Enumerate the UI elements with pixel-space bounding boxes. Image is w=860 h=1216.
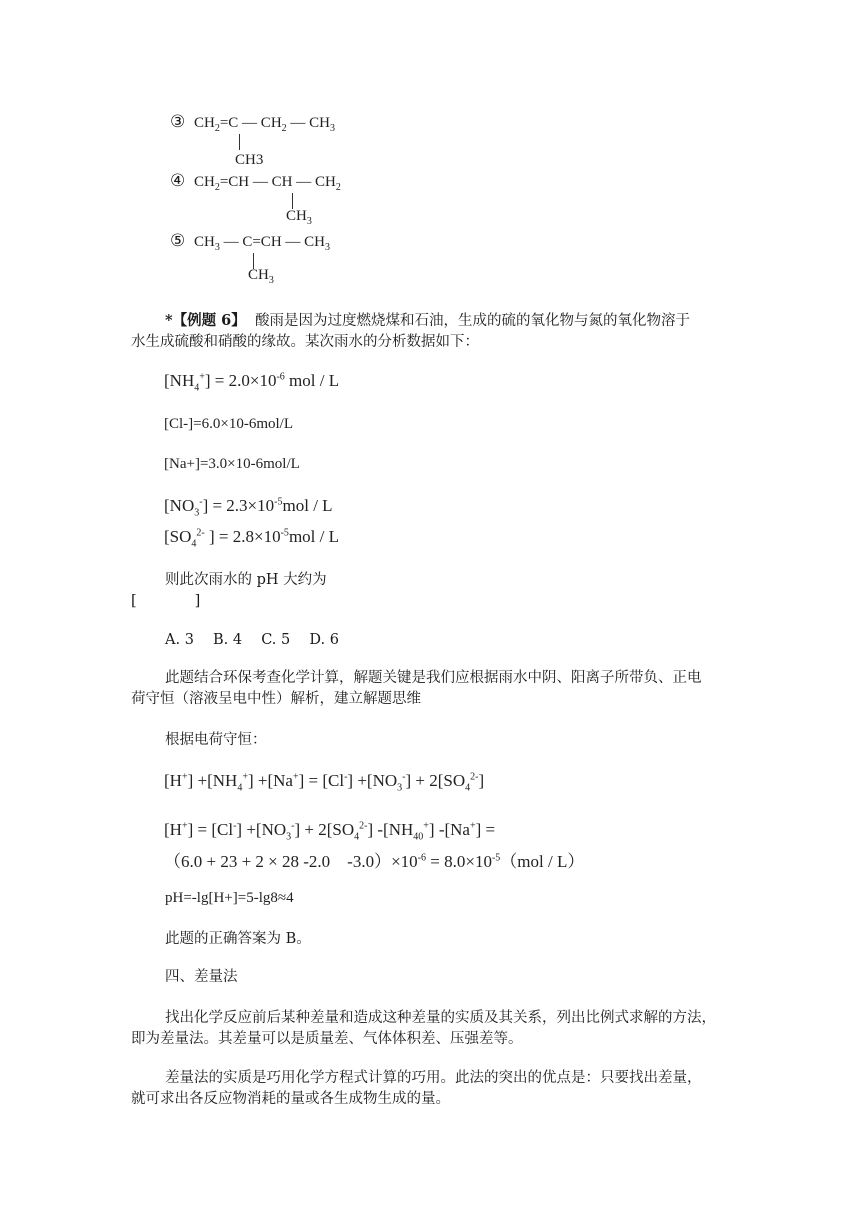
equation-1: $[H^+] +[NH_4^+] +[Na^+] = [Cl^-] +[NO_3^-] + 2[SO_4^{2-}]$: [164, 771, 485, 794]
section-heading: 四、差量法: [165, 969, 238, 985]
example-text-line2: 水生成硫酸和硝酸的缘故。某次雨水的分析数据如下：: [131, 334, 479, 350]
equation-3: （6.0 + 23 + 2 × 28 -2.0 $-3.0)\times 10^{-6} = 8.0\times 10^{-5}(mol / L)$: [164, 852, 585, 871]
ph-result: pH=-lg[H+]=5-lg8≈4: [165, 890, 294, 906]
section-p2-line1: 差量法的实质是巧用化学方程式计算的巧用。此法的突出的优点是：只要找出差量，: [165, 1070, 702, 1086]
data-na: [Na+]=3.0×10-6mol/L: [164, 456, 300, 472]
circled-number-5: ⑤: [170, 231, 186, 251]
data-no3: $[NO_3^-] = 2.3\times 10^{-5}mol / L$: [164, 496, 333, 519]
example-label: *【例题 6】: [165, 312, 246, 329]
correct-answer: 此题的正确答案为 B。: [165, 931, 311, 947]
example-text-line1: 酸雨是因为过度燃烧煤和石油，生成的硫的氧化物与氮的氧化物溶于: [255, 313, 690, 329]
circled-number-3: ③: [170, 112, 186, 132]
analysis-line1: 此题结合环保考查化学计算，解题关键是我们应根据雨水中阴、阳离子所带负、正电: [165, 670, 702, 686]
bond-line: [292, 193, 293, 209]
structure-3-main: $CH_2=C$ — $CH_2$ — $CH_3$: [194, 115, 335, 134]
bond-line: [239, 134, 240, 150]
data-nh4: $[NH_4^+] = 2.0\times 10^{-6}$ mol / L: [164, 371, 340, 394]
structure-4-branch: $CH_3$: [286, 208, 312, 227]
data-so4: [$SO_4^{2-}$ ] = $2.8\times 10^{-5}mol / L$: [164, 527, 339, 550]
equation-2: $[H^+] = [Cl^-] +[NO_3^-] + 2[SO_4^{2-}]$ $-[NH_{40}^+] -[Na^+]$ =: [164, 820, 496, 843]
data-cl: [Cl-]=6.0×10-6mol/L: [164, 416, 293, 432]
section-p1-line2: 即为差量法。其差量可以是质量差、气体体积差、压强差等。: [131, 1031, 523, 1047]
structure-5-main: $CH_3$ — C=CH — $CH_3$: [194, 234, 330, 253]
structure-3-branch: CH3: [235, 152, 264, 168]
analysis-line2: 荷守恒（溶液呈电中性）解析，建立解题思维: [131, 691, 421, 707]
circled-number-4: ④: [170, 171, 186, 191]
answer-bracket: [ ]: [131, 593, 201, 609]
question-text: 则此次雨水的 pH 大约为: [165, 572, 327, 588]
section-p2-line2: 就可求出各反应物消耗的量或各生成物生成的量。: [131, 1091, 450, 1107]
charge-conservation-label: 根据电荷守恒：: [165, 732, 267, 748]
structure-5-branch: $CH_3$: [248, 267, 274, 286]
section-p1-line1: 找出化学反应前后某种差量和造成这种差量的实质及其关系，列出比例式求解的方法，: [165, 1010, 716, 1026]
structure-4-main: $CH_2=CH$ — CH — $CH_2$: [194, 174, 341, 193]
answer-options: A. 3 B. 4 C. 5 D. 6: [165, 632, 339, 648]
